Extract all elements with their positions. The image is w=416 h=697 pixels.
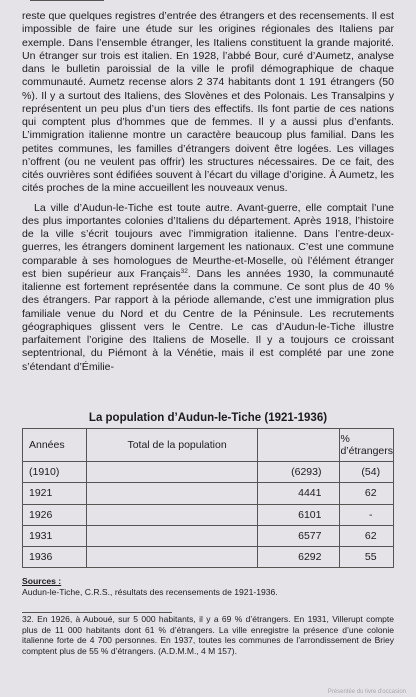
header-annees: Années	[23, 429, 87, 462]
footnote-ref-32: 32	[180, 267, 188, 275]
cell-year: 1926	[23, 504, 87, 525]
cell-total: (6293)	[257, 462, 340, 483]
footnote-32: 32. En 1926, à Auboué, sur 5 000 habitants, il y a 69 % d’étrangers. En 1931, Villerupt compte plus de 11 000 habitants dont 61 % d’étrangers. La ville enregistre la présence d’une colonie italienne forte de 4 700 personnes. En 1937, toutes les communes de l’arrondissement de Briey comptent plus de 55 % d’étrangers. (A.D.M.M., 4 M 157).	[22, 614, 394, 657]
cell-year: 1936	[23, 547, 87, 568]
cell-total: 6577	[257, 525, 340, 546]
table-row	[23, 462, 394, 483]
sources-text: Audun-le-Tiche, C.R.S., résultats des recensements de 1921-1936.	[22, 587, 278, 597]
cell-spacer	[87, 504, 257, 525]
paragraph-1: reste que quelques registres d’entrée des étrangers et des recensements. Il est impossible de faire une étude sur les origines régionales des Italiens par exemple. Dans l’ensemble étranger, les Italiens constituent la grande majorité. Un étranger sur trois est italien. En 1928, l’abbé Bour, curé d’Aumetz, analyse dans le bulletin paroissial de la ville le profil démographique de chaque communauté. Aumetz recense alors 2 374 habitants dont 1 191 étrangers (50 %). Il y a surtout des Italiens, des Slovènes et des Polonais. Les Transalpins y représentent un peu plus d’un tiers des effectifs. Ils font partie de ces nations qui comptent plus d’hommes que de femmes. Il y a aussi plus d’enfants. L’immigration italienne montre un caractère beaucoup plus familial. Dans les petites communes, les familles d’étrangers doivent être logées. Les villages n’offrent (ou ne veulent pas offrir) les structures nécessaires. De ce fait, des cités ouvrières sont édifiées souvent à l’écart du village d’origine. À Aumetz, les cités proches de la mine accueillent les nouveaux venus.	[22, 10, 394, 195]
footnote-rule	[22, 612, 172, 613]
header-total: Total de la population	[87, 429, 257, 462]
watermark: Présentée du livre d'occasion	[327, 689, 406, 695]
table-row	[23, 504, 394, 525]
paragraph-2-part-1: La ville d’Audun-le-Tiche est toute autre. Avant-guerre, elle comptait l’une des plus importantes colonies d’Italiens du département. Après 1918, l’histoire de la ville s’écrit toujours avec l’immigration italienne. Dans l’entre-deux-guerres, les étrangers dominent largement les nationaux. C’est une commune comparable à ses homologues de Meurthe-et-Moselle, où l’élément étranger est bien supérieur aux Français	[22, 201, 394, 280]
table-row	[23, 547, 394, 568]
cell-pct: (54)	[340, 462, 394, 483]
cell-total: 6101	[257, 504, 340, 525]
header-pct: % d’étrangers	[340, 429, 394, 462]
sources-note	[22, 576, 394, 598]
paragraph-2	[22, 202, 394, 374]
table-row	[23, 525, 394, 546]
cell-spacer	[87, 483, 257, 504]
cell-total: 6292	[257, 547, 340, 568]
cell-spacer	[87, 525, 257, 546]
cell-year: 1921	[23, 483, 87, 504]
cell-pct: 55	[340, 547, 394, 568]
cell-pct: 62	[340, 525, 394, 546]
cell-spacer	[87, 547, 257, 568]
table-row	[23, 483, 394, 504]
table-header-row	[23, 429, 394, 462]
cell-total: 4441	[257, 483, 340, 504]
cell-spacer	[87, 462, 257, 483]
cell-year: 1931	[23, 525, 87, 546]
table-title: La population d’Audun-le-Tiche (1921-1936)	[88, 412, 328, 424]
cell-pct: -	[340, 504, 394, 525]
header-blank	[257, 429, 340, 462]
sources-label: Sources :	[22, 576, 62, 586]
top-rule	[30, 0, 104, 1]
population-table	[22, 428, 394, 568]
paragraph-2-part-2: . Dans les années 1930, la communauté italienne est fortement représentée dans la commune. Ce sont plus de 40 % des étrangers. Par rapport à la période allemande, c’est une immigration plus familiale venue du Nord et du Centre de la Péninsule. Les recrutements géographiques glissent vers le Centre. Le cas d’Audun-le-Tiche illustre parfaitement l’origine des Italiens de Moselle. Il y a toujours ce croissant septentrional, du Piémont à la Vénétie, mais il est complété par une zone s’étendant d’Émilie-	[22, 267, 394, 373]
cell-year: (1910)	[23, 462, 87, 483]
cell-pct: 62	[340, 483, 394, 504]
body-text	[22, 10, 394, 374]
